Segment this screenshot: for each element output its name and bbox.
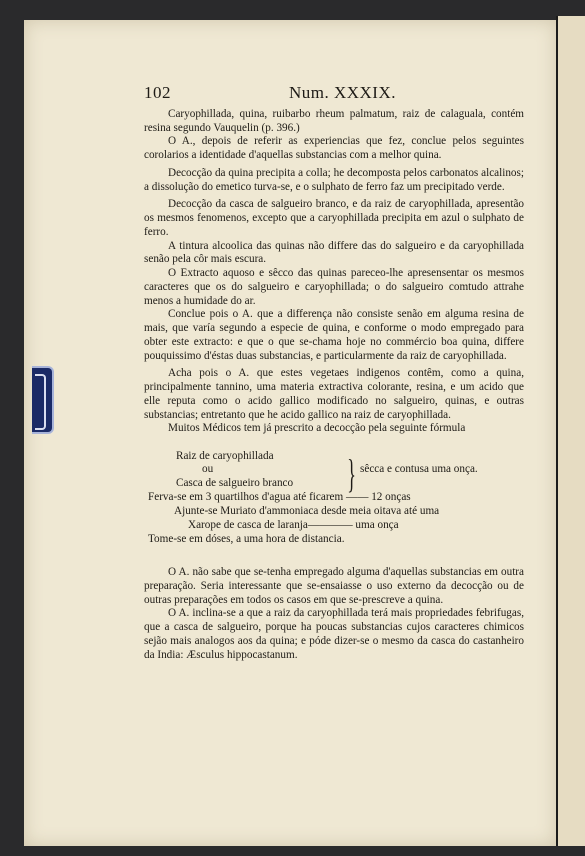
paragraph: Decocção da quina precipita a colla; he decomposta pelos carbonatos alcalinos; a dissolução do emetico turva-se, e o sulphato de ferro faz um precipitado verde. <box>144 166 524 193</box>
paragraph: A tintura alcoolica das quinas não differe das do salgueiro e da caryophillada senão pela côr mais escura. <box>144 239 524 266</box>
paragraph: Decocção da casca de salgueiro branco, e da raiz de caryophillada, apresentão os mesmos fenomenos, excepto que a caryophillada precipita em azul o sulphato de ferro. <box>144 198 524 238</box>
paragraph: O A., depois de referir as experiencias que fez, conclue pelos seguintes corolarios a identidade d'aquellas substancias com a melhor quina. <box>144 135 524 161</box>
paragraph: O Extracto aquoso e sêcco das quinas pareceo-lhe apresensentar os mesmos caracteres que os do salgueiro e caryophillada; o do salgueiro comtudo attrahe menos a humidade do ar. <box>144 267 524 307</box>
adjacent-page-edge <box>556 16 585 846</box>
paragraph: Caryophillada, quina, ruibarbo rheum palmatum, raiz de calaguala, contém resina segundo Vauquelin (p. 396.) <box>144 107 524 134</box>
page-text <box>144 83 524 662</box>
recipe-line: Tome-se em dóses, a uma hora de distancia. <box>148 533 345 545</box>
recipe-line: Ferva-se em 3 quartilhos d'agua até ficarem —— 12 onças <box>148 491 411 503</box>
recipe-line: Ajunte-se Muriato d'ammoniaca desde meia oitava até uma <box>174 505 440 517</box>
recipe-brace-text: sêcca e contusa uma onça. <box>360 463 478 475</box>
recipe-line: ou <box>202 463 214 475</box>
page-clip <box>32 366 54 434</box>
recipe-line: Raiz de caryophillada <box>176 450 274 462</box>
recipe-line: Casca de salgueiro branco <box>176 477 294 489</box>
page-header <box>144 83 518 102</box>
paragraph: O A. inclina-se a que a raiz da caryophillada terá mais propriedades febrifugas, que a casca de salgueiro, porque ha poucas substancias cujos caracteres chimicos sejão mais analogos aos da quina; e póde dizer-se o mesmo da casca do castanheiro da India: Æsculus hippocastanum. <box>144 607 524 661</box>
page-number: 102 <box>144 83 171 102</box>
page-title: Num. XXXIX. <box>288 83 396 102</box>
paragraph: Acha pois o A. que estes vegetaes indigenos contêm, como a quina, principalmente tannino, uma materia extractiva colorante, resina, e um acido que elle reputa como o acido gallico modificado no salgueiro, quinas, e outras substancias; entretanto que he acido gallico na raiz de caryophillada. <box>144 367 524 421</box>
brace: } <box>347 451 356 496</box>
paragraph: Conclue pois o A. que a differença não consiste senão em alguma resina de mais, que varía segundo a especie de quina, e conforme o modo empregado para obter este extracto: e que o que se-chama hoje no commércio boa quina, differe pouquissimo d'éstas duas substancias, e particularmente da raiz de caryophillada. <box>144 308 524 362</box>
paragraph: Muitos Médicos tem já prescrito a decocção pela seguinte fórmula <box>168 422 466 435</box>
recipe-line: Xarope de casca de laranja———— uma onça <box>188 519 399 531</box>
recipe-formula <box>144 450 524 558</box>
paragraph: O A. não sabe que se-tenha empregado alguma d'aquellas substancias em outra preparação. Seria interessante que se-ensaiasse o uso externo da decocção ou de outras preparações em todos os casos em que se-prescreve a quina. <box>144 566 524 606</box>
